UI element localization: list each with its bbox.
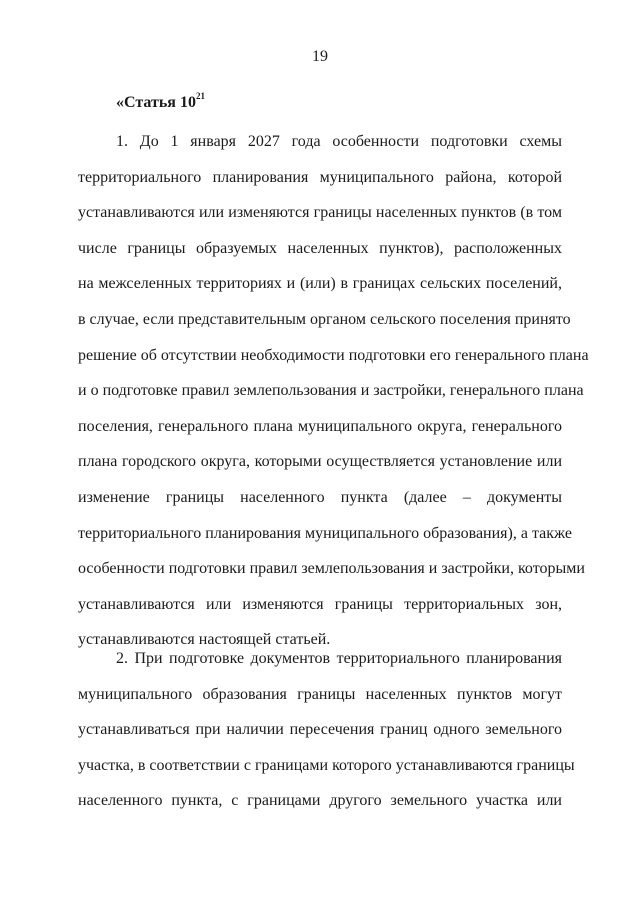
paragraph-line: территориального планирования муниципального образования), а также [78,524,572,542]
paragraph-line: особенности подготовки правил землепользования и застройки, которыми [78,560,585,578]
page-number: 19 [312,48,328,65]
paragraph-line: участка, в соответствии с границами которого устанавливаются границы [78,756,575,774]
article-title [116,91,205,112]
paragraph-line: устанавливаются или изменяются границы населенных пунктов (в том [78,204,562,222]
paragraph-line: числе границы образуемых населенных пунктов), расположенных [78,239,562,257]
paragraph-line: 1. До 1 января 2027 года особенности подготовки схемы [116,133,562,150]
paragraph-line: территориального планирования муниципального района, которой [78,168,562,186]
paragraph-line: поселения, генерального плана муниципального округа, генерального [78,417,562,435]
paragraph-line: муниципального образования границы населенных пунктов могут [78,685,562,703]
paragraph-line: устанавливаться при наличии пересечения границ одного земельного [78,721,562,739]
paragraph-line: устанавливаются или изменяются границы территориальных зон, [78,595,562,613]
paragraph-line: 2. При подготовке документов территориального планирования [116,650,562,667]
paragraph-line: решение об отсутствии необходимости подготовки его генерального плана [78,346,589,364]
paragraph-line: изменение границы населенного пункта (далее – документы [78,488,562,506]
paragraph-line: и о подготовке правил землепользования и застройки, генерального плана [78,382,584,400]
paragraph-line: населенного пункта, с границами другого земельного участка или [78,792,562,810]
paragraph-line: устанавливаются настоящей статьей. [78,631,331,649]
article-title-superscript: 21 [195,91,205,101]
paragraph-line: в случае, если представительным органом сельского поселения принято [78,310,571,328]
paragraph-line: плана городского округа, которыми осуществляется установление или [78,453,562,471]
paragraph-line: на межселенных территориях и (или) в границах сельских поселений, [78,275,562,293]
article-title-text: «Статья 10 [116,94,196,111]
paragraph-2 [78,641,575,819]
paragraph-1 [78,124,589,658]
